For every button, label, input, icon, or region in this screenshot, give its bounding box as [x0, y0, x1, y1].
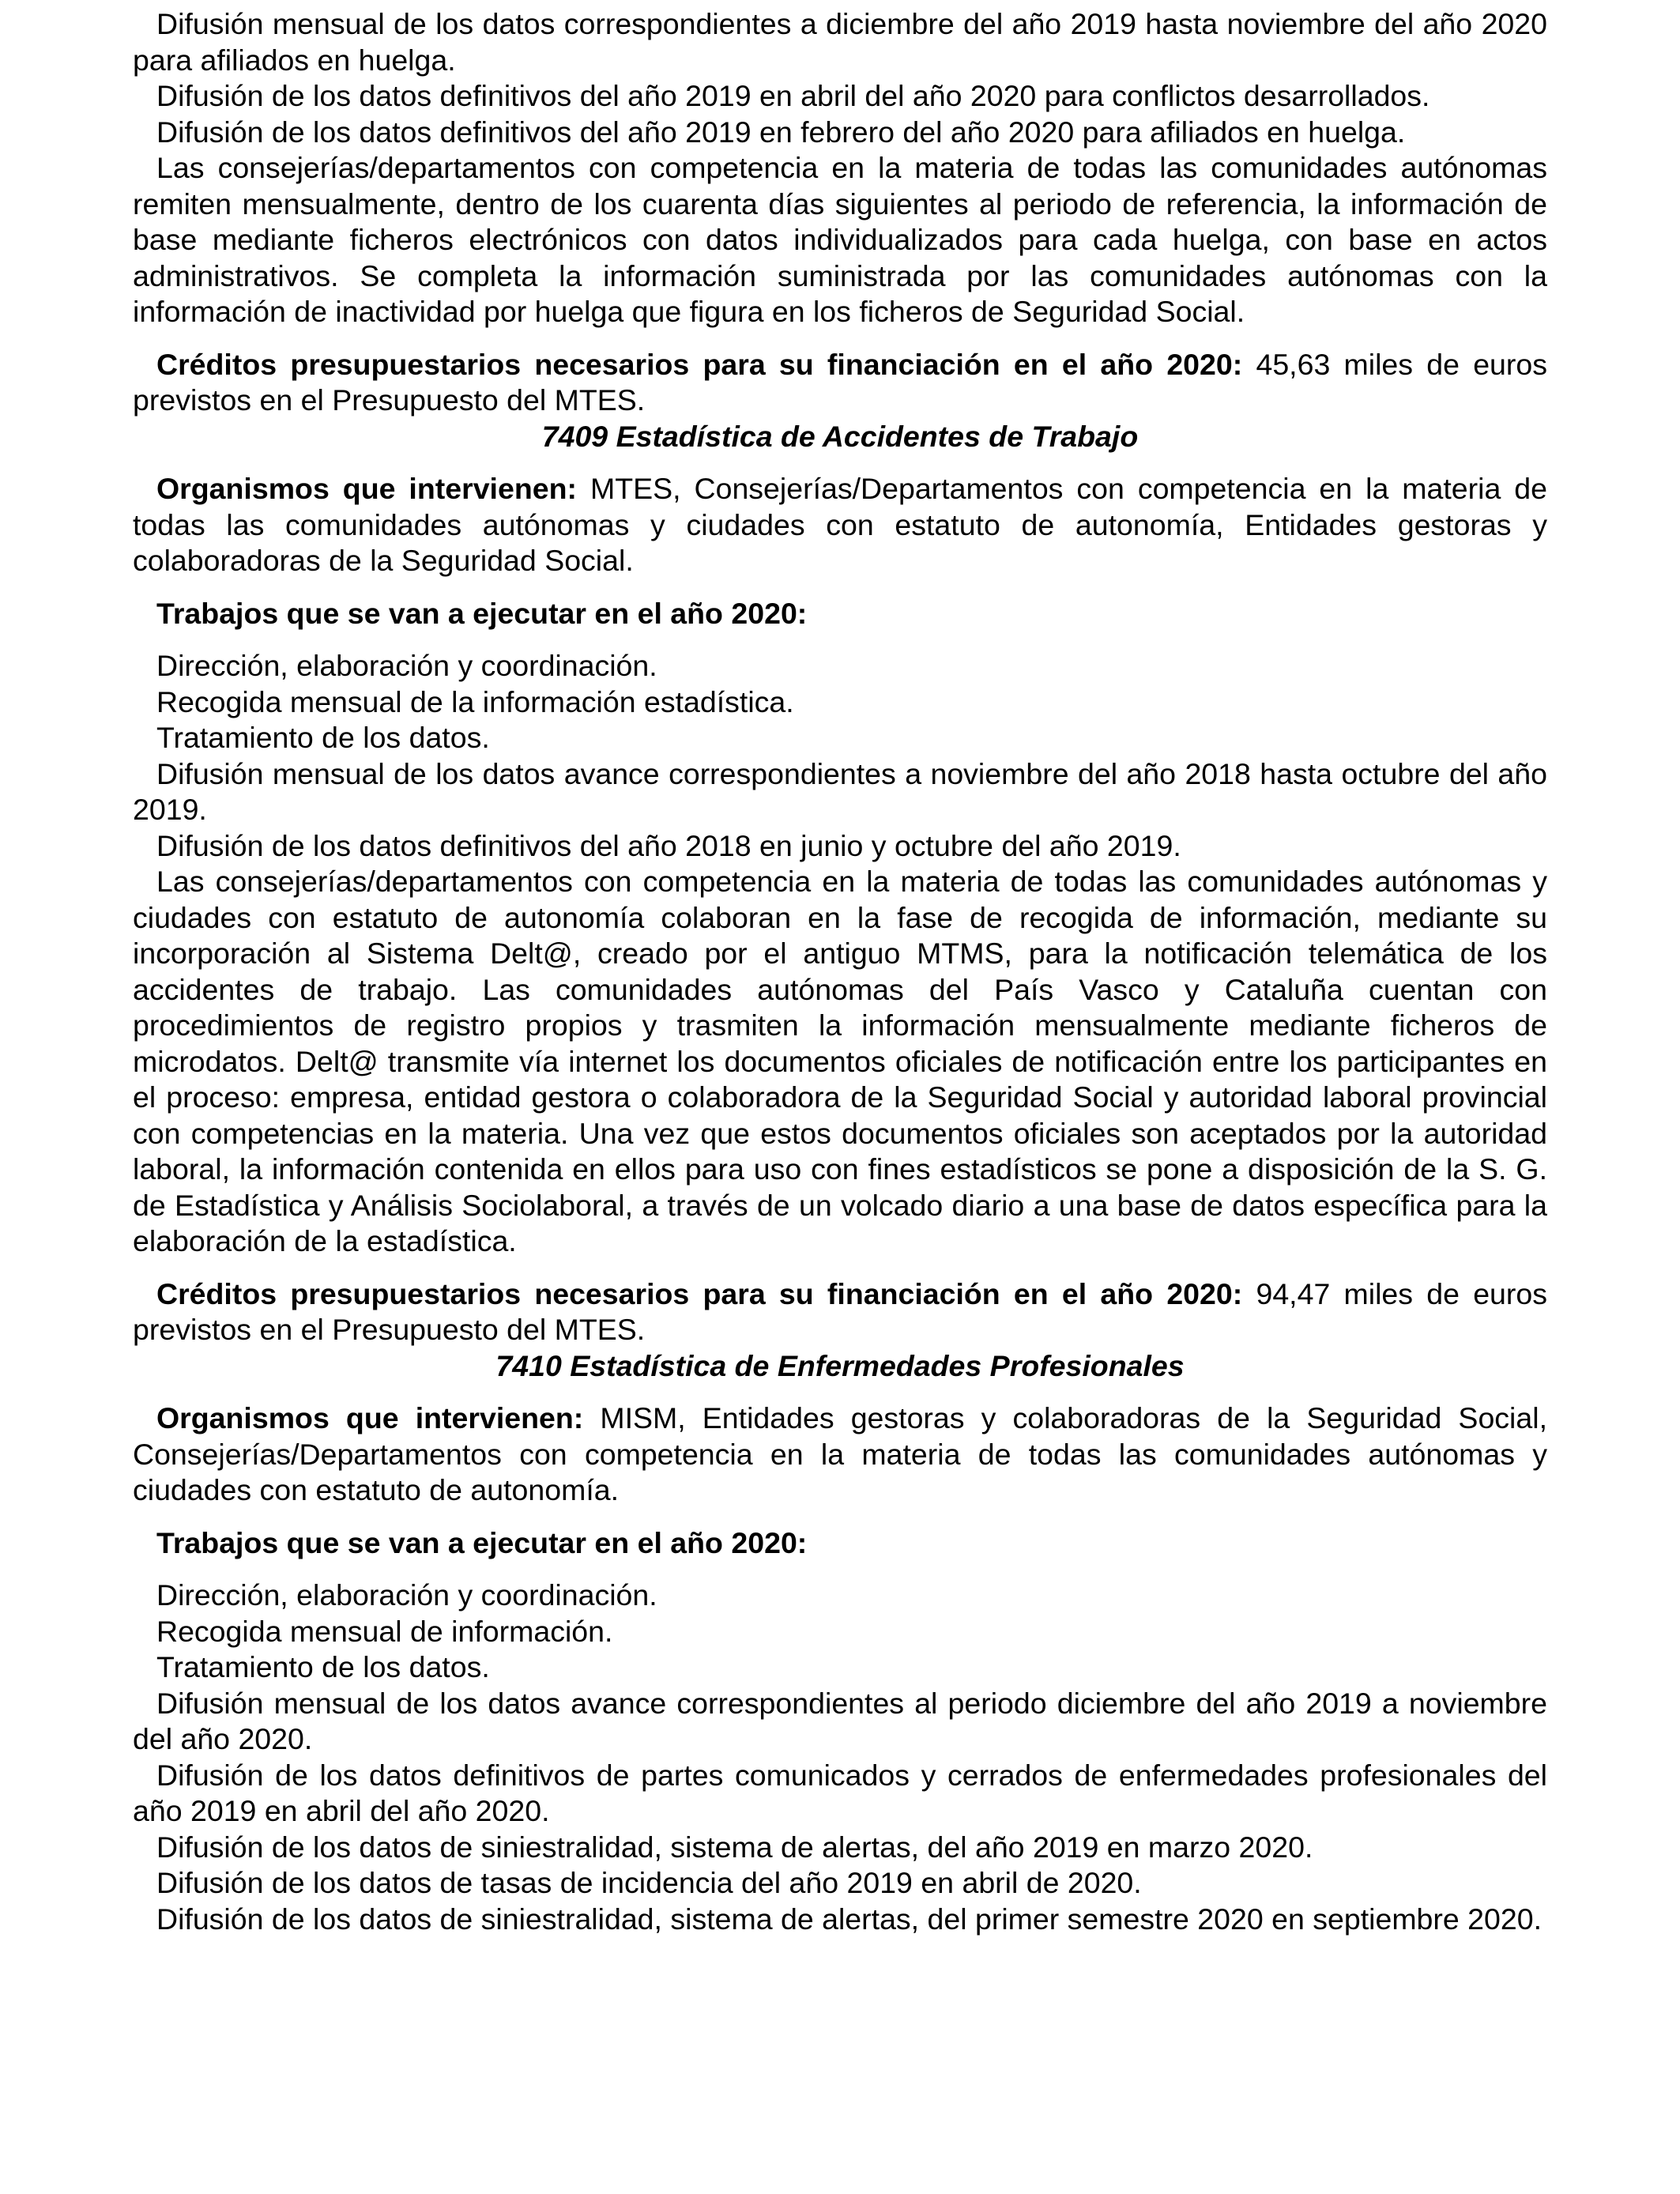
section-7410-work-item: Difusión de los datos de siniestralidad, sistema de alertas, del año 2019 en marzo 2020.: [156, 1830, 1313, 1864]
intro-credits-text: 45,63 miles de euros previstos en el Presupuesto del MTES.: [133, 347, 1547, 417]
section-7410-organisms-text: MISM, Entidades gestoras y colaboradoras de la Seguridad Social, Consejerías/Departamentos con competencia en la materia de todas las comunidades autónomas y ciudades con estatuto de autonomía.: [133, 1401, 1547, 1506]
section-7410-work-item: Difusión de los datos de siniestralidad, sistema de alertas, del primer semestre 2020 en septiembre 2020.: [156, 1902, 1543, 1936]
section-7409-work-item: Recogida mensual de la información estadística.: [156, 684, 794, 718]
intro-line-1: Difusión mensual de los datos correspondientes a diciembre del año 2019 hasta noviembre del año 2020 para afiliados en huelga.: [133, 7, 1547, 77]
section-7410-work-item: Tratamiento de los datos.: [156, 1650, 490, 1683]
section-7409-credits: [133, 1276, 1547, 1348]
section-7409-work-item: Las consejerías/departamentos con competencia en la materia de todas las comunidades autónomas y ciudades con estatuto de autonomía colaboran en la fase de recogida de información, mediante su incorporación al Sistema Delt@, creado por el antiguo MTMS, para la notificación telemática de los accidentes de trabajo. Las comunidades autónomas del País Vasco y Cataluña cuentan con procedimientos de registro propios y trasmiten la información mensualmente mediante ficheros de microdatos. Delt@ transmite vía internet los documentos oficiales de notificación entre los participantes en el proceso: empresa, entidad gestora o colaboradora de la Seguridad Social y autoridad laboral provincial con competencias en la materia. Una vez que estos documentos oficiales son aceptados por la autoridad laboral, la información contenida en ellos para uso con fines estadísticos se pone a disposición de la S. G. de Estadística y Análisis Sociolaboral, a través de un volcado diario a una base de datos específica para la elaboración de la estadística.: [133, 865, 1547, 1257]
section-7410-works-list: [133, 1578, 1547, 1937]
intro-credits-label: Créditos presupuestarios necesarios para su financiación en el año 2020:: [156, 347, 1243, 381]
section-7409-work-item: Difusión mensual de los datos avance correspondientes a noviembre del año 2018 hasta octubre del año 2019.: [133, 756, 1547, 826]
intro-line-2: Difusión de los datos definitivos del año 2019 en abril del año 2020 para conflictos desarrollados.: [156, 79, 1430, 112]
section-7410-work-item: Difusión de los datos definitivos de partes comunicados y cerrados de enfermedades profesionales del año 2019 en abril del año 2020.: [133, 1758, 1547, 1827]
section-7409-title: 7409 Estadística de Accidentes de Trabajo: [541, 419, 1139, 453]
section-7410-organisms: [133, 1400, 1547, 1509]
section-7409-works-list: [133, 648, 1547, 1260]
intro-line-3: Difusión de los datos definitivos del año 2019 en febrero del año 2020 para afiliados en huelga.: [156, 115, 1406, 149]
section-7409-works-label: Trabajos que se van a ejecutar en el año 2020:: [156, 596, 808, 630]
section-7410-work-item: Recogida mensual de información.: [156, 1614, 613, 1648]
section-7410-work-item: Dirección, elaboración y coordinación.: [156, 1578, 657, 1612]
document-page: [133, 6, 1547, 1937]
section-7410-organisms-label: Organismos que intervienen:: [156, 1401, 584, 1434]
section-7409-work-item: Difusión de los datos definitivos del año 2018 en junio y octubre del año 2019.: [156, 828, 1181, 862]
section-7410-work-item: Difusión de los datos de tasas de incidencia del año 2019 en abril de 2020.: [156, 1866, 1142, 1899]
section-7409-organisms-label: Organismos que intervienen:: [156, 472, 577, 505]
section-7409-organisms-text: MTES, Consejerías/Departamentos con competencia en la materia de todas las comunidades autónomas y ciudades con estatuto de autonomía, Entidades gestoras y colaboradoras de la Seguridad Social.: [133, 472, 1547, 577]
intro-paragraph: Las consejerías/departamentos con competencia en la materia de todas las comunidades autónomas remiten mensualmente, dentro de los cuarenta días siguientes al periodo de referencia, la información de base mediante ficheros electrónicos con datos individualizados para cada huelga, con base en actos administrativos. Se completa la información suministrada por las comunidades autónomas con la información de inactividad por huelga que figura en los ficheros de Seguridad Social.: [133, 151, 1547, 328]
section-7410-works-label: Trabajos que se van a ejecutar en el año 2020:: [156, 1525, 808, 1559]
intro-credits: [133, 347, 1547, 419]
section-7410-title: 7410 Estadística de Enfermedades Profesionales: [495, 1348, 1185, 1382]
section-7409-work-item: Tratamiento de los datos.: [156, 721, 490, 754]
section-7409-work-item: Dirección, elaboración y coordinación.: [156, 649, 657, 682]
section-7409-credits-label: Créditos presupuestarios necesarios para su financiación en el año 2020:: [156, 1276, 1243, 1310]
section-7409-organisms: [133, 471, 1547, 579]
section-7409-credits-text: 94,47 miles de euros previstos en el Presupuesto del MTES.: [133, 1276, 1547, 1346]
section-7410-work-item: Difusión mensual de los datos avance correspondientes al periodo diciembre del año 2019 a noviembre del año 2020.: [133, 1686, 1547, 1755]
